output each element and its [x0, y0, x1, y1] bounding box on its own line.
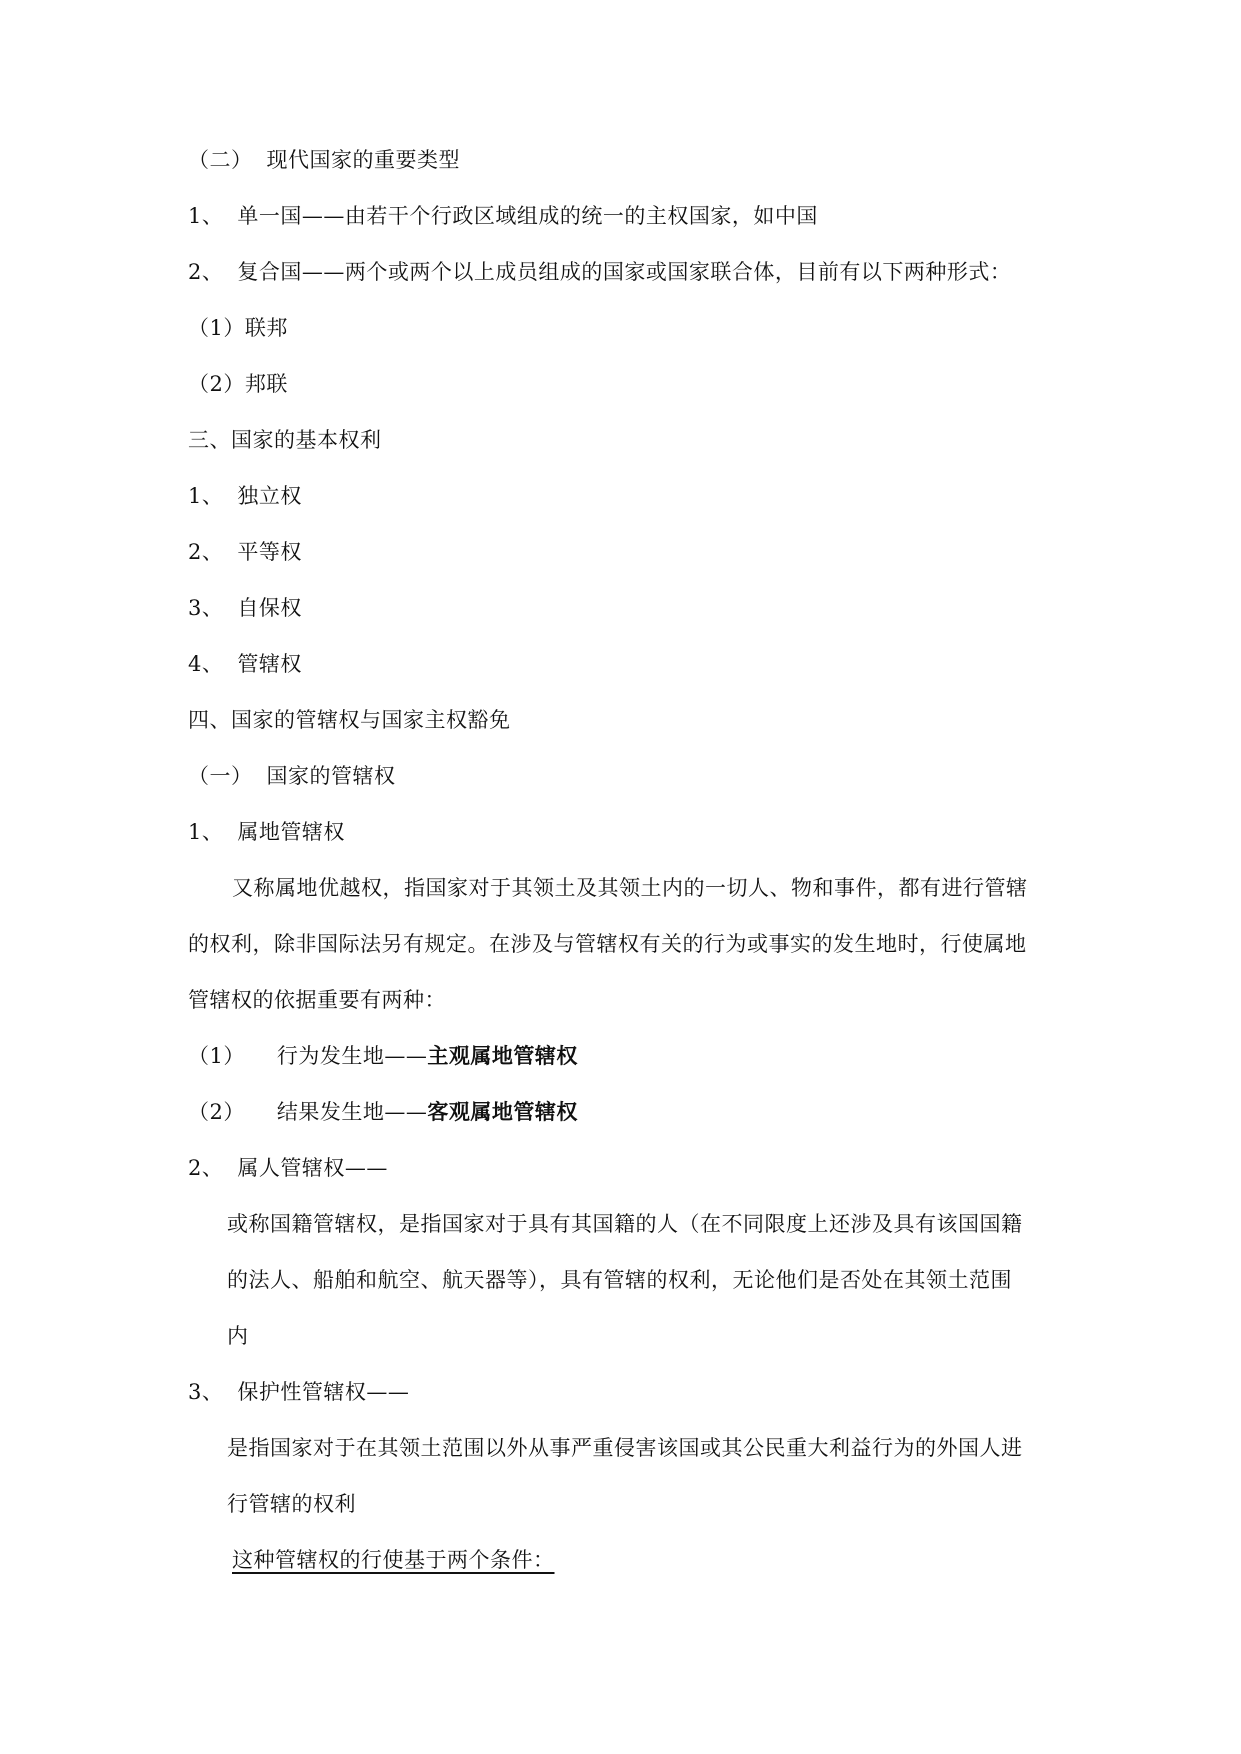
list-item-confederation: （2）邦联 — [188, 372, 288, 396]
underlined-conditions-line: 这种管辖权的行使基于两个条件： — [232, 1548, 555, 1572]
paragraph-protective-line-2: 行管辖的权利 — [227, 1492, 356, 1516]
heading-state-jurisdiction: （一） 国家的管辖权 — [188, 764, 396, 788]
list-item-jurisdiction: 4、 管辖权 — [188, 652, 302, 676]
paragraph-territorial-line-2: 的权利，除非国际法另有规定。在涉及与管辖权有关的行为或事实的发生地时，行使属地 — [188, 932, 1027, 956]
paragraph-territorial-line-1: 又称属地优越权，指国家对于其领土及其领土内的一切人、物和事件，都有进行管辖 — [232, 876, 1028, 900]
paragraph-personal-line-3: 内 — [227, 1324, 249, 1348]
list-item-equality: 2、 平等权 — [188, 540, 302, 564]
list-item-territorial-jurisdiction: 1、 属地管辖权 — [188, 820, 345, 844]
heading-modern-state-types: （二） 现代国家的重要类型 — [188, 148, 460, 172]
list-item-compound-state: 2、 复合国——两个或两个以上成员组成的国家或国家联合体，目前有以下两种形式： — [188, 260, 1012, 284]
list-item-subjective-territorial: （1） 行为发生地——主观属地管辖权 — [188, 1044, 578, 1068]
paragraph-personal-line-1: 或称国籍管辖权，是指国家对于具有其国籍的人（在不同限度上还涉及具有该国国籍 — [227, 1212, 1023, 1236]
paragraph-personal-line-2: 的法人、船舶和航空、航天器等），具有管辖的权利，无论他们是否处在其领土范围 — [227, 1268, 1012, 1292]
list-item-personal-jurisdiction: 2、 属人管辖权—— — [188, 1156, 388, 1180]
paragraph-protective-line-1: 是指国家对于在其领土范围以外从事严重侵害该国或其公民重大利益行为的外国人进 — [227, 1436, 1023, 1460]
list-item-independence: 1、 独立权 — [188, 484, 302, 508]
list-item-federation: （1）联邦 — [188, 316, 288, 340]
heading-jurisdiction-immunity: 四、国家的管辖权与国家主权豁免 — [188, 708, 511, 732]
heading-basic-rights: 三、国家的基本权利 — [188, 428, 382, 452]
list-item-self-preservation: 3、 自保权 — [188, 596, 302, 620]
paragraph-territorial-line-3: 管辖权的依据重要有两种： — [188, 988, 446, 1012]
list-item-objective-territorial: （2） 结果发生地——客观属地管辖权 — [188, 1100, 578, 1124]
list-item-protective-jurisdiction: 3、 保护性管辖权—— — [188, 1380, 410, 1404]
list-item-unitary-state: 1、 单一国——由若干个行政区域组成的统一的主权国家，如中国 — [188, 204, 818, 228]
